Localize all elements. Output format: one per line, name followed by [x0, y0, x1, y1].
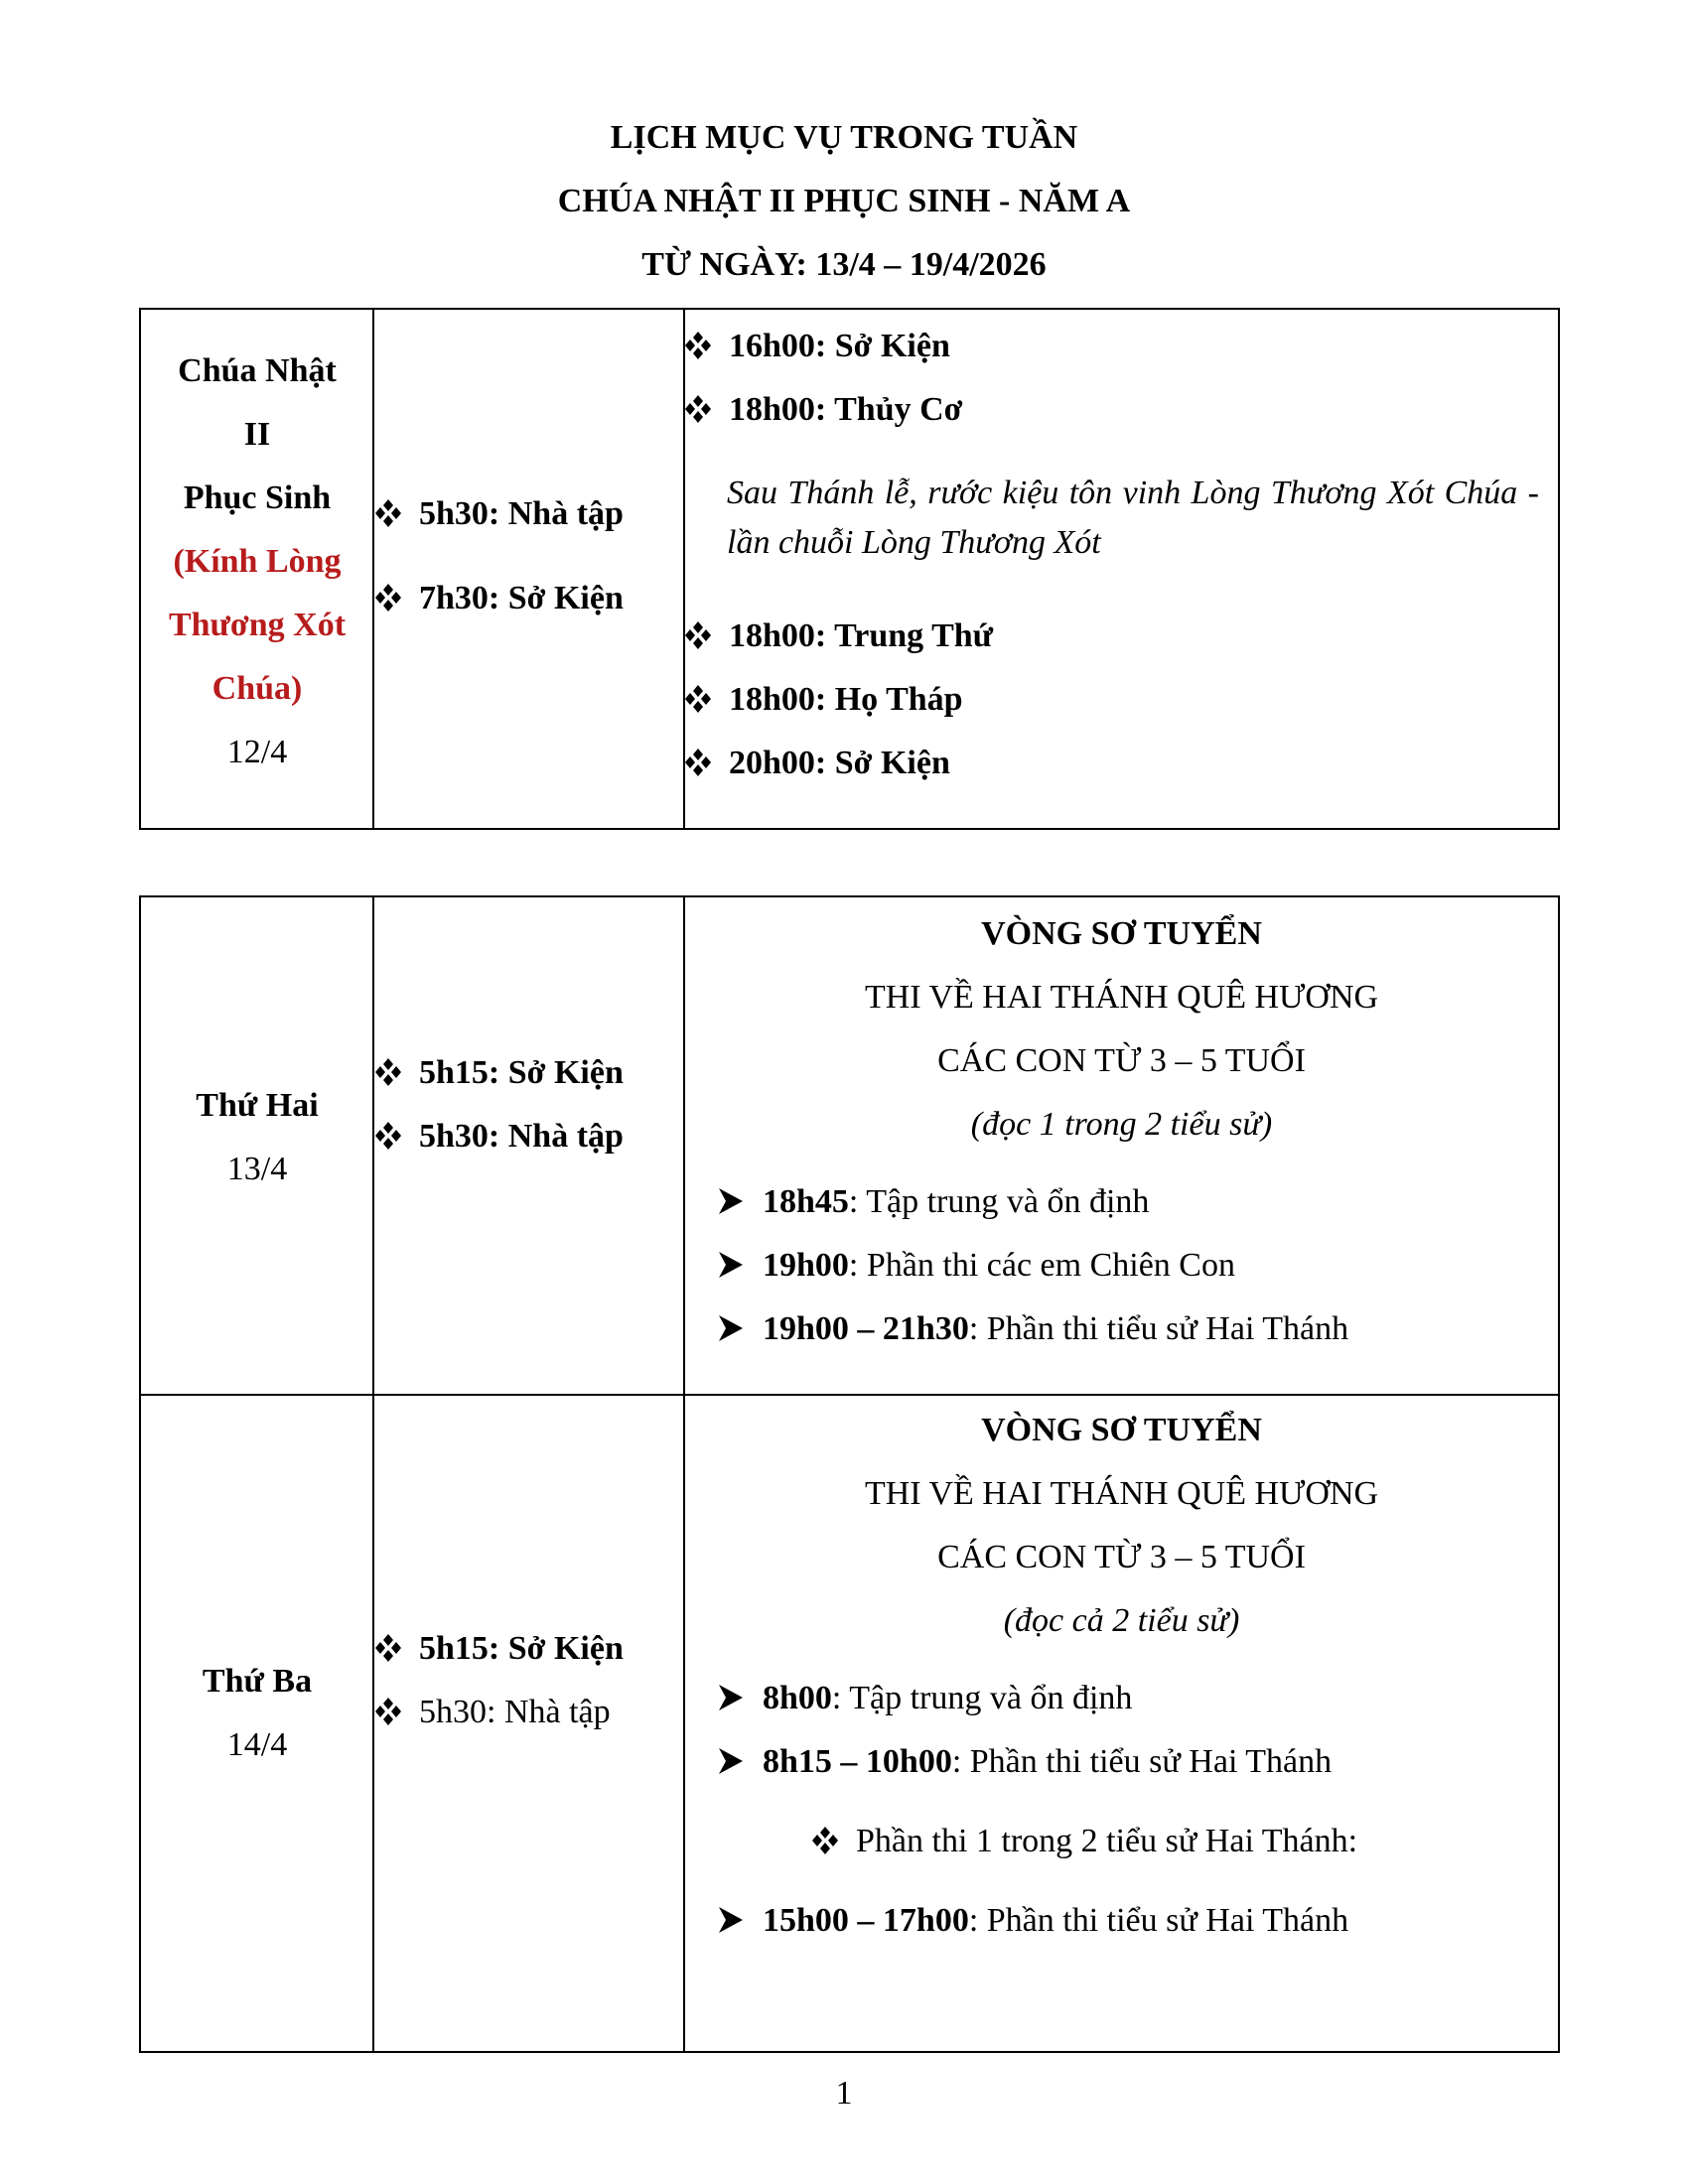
evening-mass-item: 18h00: Trung Thứ	[683, 617, 993, 655]
evening-mass-item: 18h00: Họ Tháp	[683, 681, 963, 719]
event-item: 19h00: Phần thi các em Chiên Con	[717, 1247, 1235, 1285]
morning-mass-item: 7h30: Sở Kiện	[373, 580, 624, 617]
diamond-bullet-icon	[683, 748, 713, 777]
arrow-bullet-icon	[717, 1905, 745, 1935]
event-reading-note: (đọc cả 2 tiểu sử)	[1003, 1602, 1240, 1639]
monday-event-cell	[685, 897, 1558, 1394]
procession-note: Sau Thánh lễ, rước kiệu tôn vinh Lòng Thương Xót Chúa - lần chuỗi Lòng Thương Xót	[727, 475, 1539, 561]
event-item: 18h45: Tập trung và ổn định	[717, 1183, 1149, 1221]
arrow-bullet-icon	[717, 1313, 745, 1343]
day-date: 13/4	[226, 1151, 288, 1187]
diamond-bullet-icon	[373, 583, 403, 613]
feast-label: Chúa)	[211, 670, 303, 707]
event-age-group: CÁC CON TỪ 3 – 5 TUỔI	[937, 1042, 1306, 1079]
day-label: Chúa Nhật	[178, 352, 337, 389]
event-item: 8h15 – 10h00: Phần thi tiểu sử Hai Thánh	[717, 1743, 1332, 1781]
diamond-bullet-icon	[373, 1697, 403, 1726]
arrow-bullet-icon	[717, 1746, 745, 1776]
diamond-bullet-icon	[373, 1121, 403, 1151]
page-number: 1	[835, 2075, 853, 2112]
monday-day-cell	[141, 1074, 373, 1201]
event-heading: VÒNG SƠ TUYỂN	[981, 1412, 1262, 1448]
diamond-bullet-icon	[373, 498, 403, 528]
sunday-schedule-table	[139, 308, 1560, 830]
morning-mass-item: 5h15: Sở Kiện	[373, 1054, 624, 1092]
day-date: 12/4	[226, 734, 288, 770]
diamond-bullet-icon	[373, 1057, 403, 1087]
day-date: 14/4	[226, 1726, 288, 1763]
sunday-day-cell	[141, 340, 373, 784]
evening-mass-item: 18h00: Thủy Cơ	[683, 391, 963, 429]
evening-mass-item: 20h00: Sở Kiện	[683, 745, 950, 782]
event-subheading: THI VỀ HAI THÁNH QUÊ HƯƠNG	[864, 1475, 1379, 1512]
diamond-bullet-icon	[683, 331, 713, 360]
arrow-bullet-icon	[717, 1250, 745, 1280]
day-label: Phục Sinh	[183, 479, 332, 516]
diamond-bullet-icon	[810, 1826, 840, 1855]
diamond-bullet-icon	[683, 394, 713, 424]
event-item: 19h00 – 21h30: Phần thi tiểu sử Hai Thánh	[717, 1310, 1348, 1348]
document-date-range: TỪ NGÀY: 13/4 – 19/4/2026	[641, 246, 1047, 283]
day-label: Thứ Ba	[202, 1663, 313, 1700]
day-label: Thứ Hai	[196, 1087, 319, 1124]
morning-mass-item: 5h30: Nhà tập	[373, 1118, 624, 1156]
morning-mass-item: 5h15: Sở Kiện	[373, 1630, 624, 1668]
tuesday-event-cell	[685, 1396, 1558, 2051]
tuesday-day-cell	[141, 1650, 373, 1777]
feast-label: (Kính Lòng	[173, 543, 342, 580]
morning-mass-item: 5h30: Nhà tập	[373, 1694, 611, 1731]
event-item: 15h00 – 17h00: Phần thi tiểu sử Hai Thánh	[717, 1902, 1348, 1940]
weekday-schedule-table	[139, 895, 1560, 2053]
diamond-bullet-icon	[373, 1633, 403, 1663]
event-item: 8h00: Tập trung và ổn định	[717, 1680, 1132, 1717]
morning-mass-item: 5h30: Nhà tập	[373, 495, 624, 533]
evening-mass-item: 16h00: Sở Kiện	[683, 328, 950, 365]
diamond-bullet-icon	[683, 684, 713, 714]
event-subheading: THI VỀ HAI THÁNH QUÊ HƯƠNG	[864, 979, 1379, 1016]
event-sub-item: Phần thi 1 trong 2 tiểu sử Hai Thánh:	[810, 1823, 1357, 1860]
feast-label: Thương Xót	[168, 607, 347, 643]
event-age-group: CÁC CON TỪ 3 – 5 TUỔI	[937, 1539, 1306, 1575]
day-label: II	[243, 416, 271, 453]
document-title: LỊCH MỤC VỤ TRONG TUẦN	[610, 119, 1078, 156]
arrow-bullet-icon	[717, 1683, 745, 1712]
arrow-bullet-icon	[717, 1186, 745, 1216]
document-subtitle: CHÚA NHẬT II PHỤC SINH - NĂM A	[557, 183, 1131, 219]
event-reading-note: (đọc 1 trong 2 tiểu sử)	[970, 1106, 1273, 1143]
event-heading: VÒNG SƠ TUYỂN	[981, 915, 1262, 952]
diamond-bullet-icon	[683, 620, 713, 650]
